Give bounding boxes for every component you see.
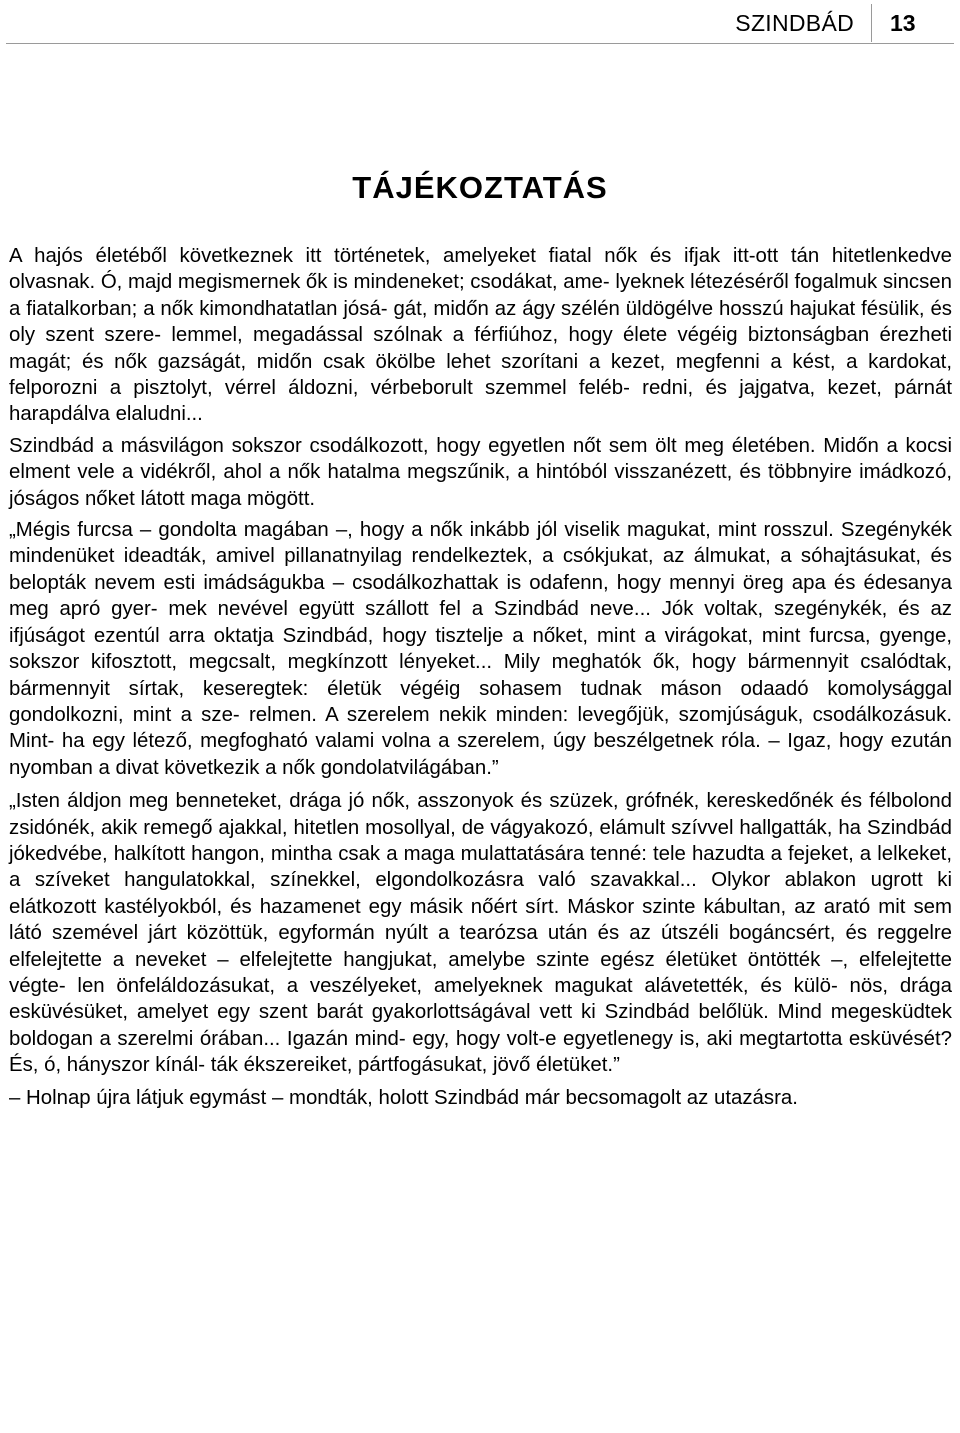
paragraph-2: Szindbád a másvilágon sokszor csodálkozott, hogy egyetlen nőt sem ölt meg életében. Midőn a kocsi elment vele a vidékről, ahol a nők hatalma megszűnik, a hintóból visszanézett, és többnyire imádkozó, jóságos nőket látott maga mögött. [9,434,952,510]
chapter-title: TÁJÉKOZTATÁS [352,170,608,205]
page-number: 13 [890,10,916,36]
page-header [0,0,960,44]
paragraph-5: – Holnap újra látjuk egymást – mondták, holott Szindbád már becsomagolt az utazásra. [9,1086,798,1109]
running-title: SZINDBÁD [735,10,854,36]
paragraph-1: A hajós életéből következnek itt történetek, amelyeket fiatal nők és ifjak itt-ott tán hitetlenkedve olvasnak. Ó, majd megismernek ők is mindeneket; csodákat, ame- lyeknek létezéséről fogalmuk sincsen a fiatalkorban; a nők kimondhatatlan jósá- gát, midőn az ágy szélén üldögélve hosszú hajukat fésülik, és oly szent szere- lemmel, megadással szólnak a férfiúhoz, hogy élete végéig biztonságban érezheti magát; és nők gazságát, midőn csak ökölbe lehet szorítani a kezet, megfenni a kést, a kardokat, felporozni a pisztolyt, vérrel áldozni, vérbeborult szemmel feléb- redni, és jajgatva, kezet, párnát harapdálva elaludni... [9,245,952,426]
header-rule [6,43,954,44]
body-text [9,243,952,1111]
header-divider [871,4,872,42]
paragraph-3: „Mégis furcsa – gondolta magában –, hogy a nők inkább jól viselik magukat, mint rosszul. Szegénykék mindenüket ideadták, amivel pillanatnyilag rendelkeztek, a csókjukat, az álmukat, a sóhajtásukat, és belopták nevem esti imádságukba – csodálkozhattak is odafenn, hogy mennyi öreg apa és édesanya meg apró gyer- mek nevével együtt szállott fel a Szindbád neve... Jók voltak, szegénykék, és az ifjúságot ezentúl arra oktatja Szindbád, hogy tisztelje a nőket, mint a virágokat, mint furcsa, gyenge, sokszor kifosztott, megcsalt, megkínzott lényeket... Mily meghatók ők, hogy bármennyit csalódtak, bármennyit sírtak, keseregtek: életük végéig sohasem tudnak máson odaadó komolysággal gondolkozni, mint a sze- relmen. A szerelem nekik minden: levegőjük, szomjúságuk, csodálkozásuk. Mint- ha egy létező, megfogható valami volna a szerelem, úgy beszélgetnek róla. – Igaz, hogy ezután nyomban a divat következik a nők gondolatvilágában.” [9,519,952,779]
paragraph-4: „Isten áldjon meg benneteket, drága jó nők, asszonyok és szüzek, grófnék, kereskedőnék és félbolond zsidónék, akik remegő ajakkal, hitetlen mosollyal, de vágyakozó, elámult szívvel hallgatták, ha Szindbád jókedvébe, halkított hangon, mintha csak a maga mulattatására tenné: tele hazudta a fejeket, a lelkeket, a szíveket hangulatokkal, színekkel, elgondolkozásra való szavakkal... Olykor ablakon ugrott ki elátkozott kastélyokból, és hazamenet egy másik nőért sírt. Máskor szinte kábultan, az arató mit sem látó szemével járt közöttük, egyformán nyúlt a tearózsa után és az útszéli bogáncsért, és reggelre elfelejtette a neveket – elfelejtette hangjukat, amelybe szinte egész életüket öntötték –, elfelejtette végte- len önfeláldozásukat, a veszélyeket, amelyeknek magukat alávetették, és külö- nös, drága esküvésüket, amelyet egy szent barát gyakorlottságával vett ki Szindbád belőlük. Mind megesküdtek boldogan a szerelmi órában... Igazán mind- egy, hogy volt-e egyetlenegy is, aki megtartotta esküvését? És, ó, hányszor kínál- ták ékszereiket, pártfogásukat, jövő életüket.” [9,790,952,1077]
